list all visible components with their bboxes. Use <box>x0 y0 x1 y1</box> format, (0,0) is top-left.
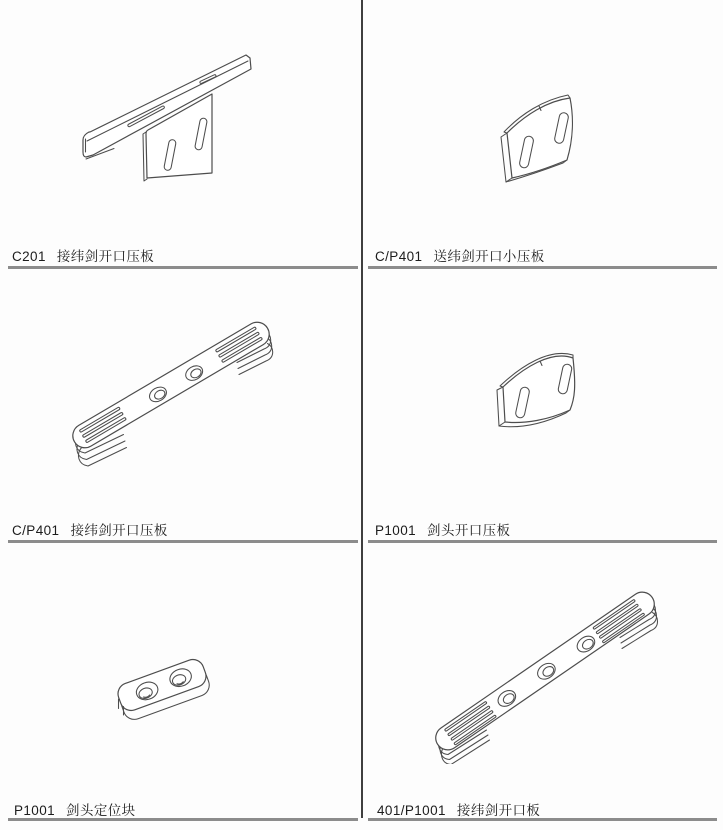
part-name: 剑头定位块 <box>66 803 136 818</box>
part-drawing-small-slotted-press-plate-1 <box>485 90 605 192</box>
row-rule-2-left <box>8 540 358 543</box>
block-top-face <box>115 656 209 713</box>
part-name: 送纬剑开口小压板 <box>433 249 545 264</box>
row-rule-1-left <box>8 266 358 269</box>
catalog-item-p1001-plate <box>483 338 608 450</box>
part-drawing-t-shaped-opening-press-plate <box>60 40 295 192</box>
part-code: C/P401 <box>375 249 423 264</box>
part-caption-3 <box>12 519 168 539</box>
part-caption-2 <box>375 245 545 265</box>
part-code: C201 <box>12 249 46 264</box>
catalog-item-401-p1001-bar <box>423 578 715 764</box>
part-name: 接纬剑开口板 <box>456 803 541 818</box>
part-code: P1001 <box>14 803 56 818</box>
part-drawing-long-grooved-bar-three-holes <box>423 578 715 764</box>
part-code: P1001 <box>375 523 417 538</box>
part-caption-1 <box>12 245 154 265</box>
part-caption-6 <box>377 799 540 819</box>
part-name: 剑头开口压板 <box>427 523 511 538</box>
part-name: 接纬剑开口压板 <box>70 523 168 538</box>
row-rule-1-right <box>368 266 717 269</box>
part-caption-4 <box>375 519 510 539</box>
row-rule-3-right <box>368 818 717 821</box>
catalog-item-p1001-block <box>105 636 240 738</box>
part-drawing-positioning-block-two-holes <box>105 636 240 738</box>
part-drawing-small-slotted-press-plate-2 <box>483 338 608 450</box>
row-rule-2-right <box>368 540 717 543</box>
catalog-item-c201 <box>60 40 295 192</box>
row-rule-3-left <box>8 818 358 821</box>
part-drawing-long-grooved-bar-two-holes <box>52 312 307 487</box>
part-code: 401/P1001 <box>377 803 446 818</box>
catalog-item-cp401-bar <box>52 312 307 487</box>
part-caption-5 <box>14 799 136 819</box>
plate-face <box>507 98 572 178</box>
catalog-item-cp401-small <box>485 90 605 192</box>
part-code: C/P401 <box>12 523 60 538</box>
column-divider <box>361 0 363 818</box>
part-name: 接纬剑开口压板 <box>56 249 155 264</box>
